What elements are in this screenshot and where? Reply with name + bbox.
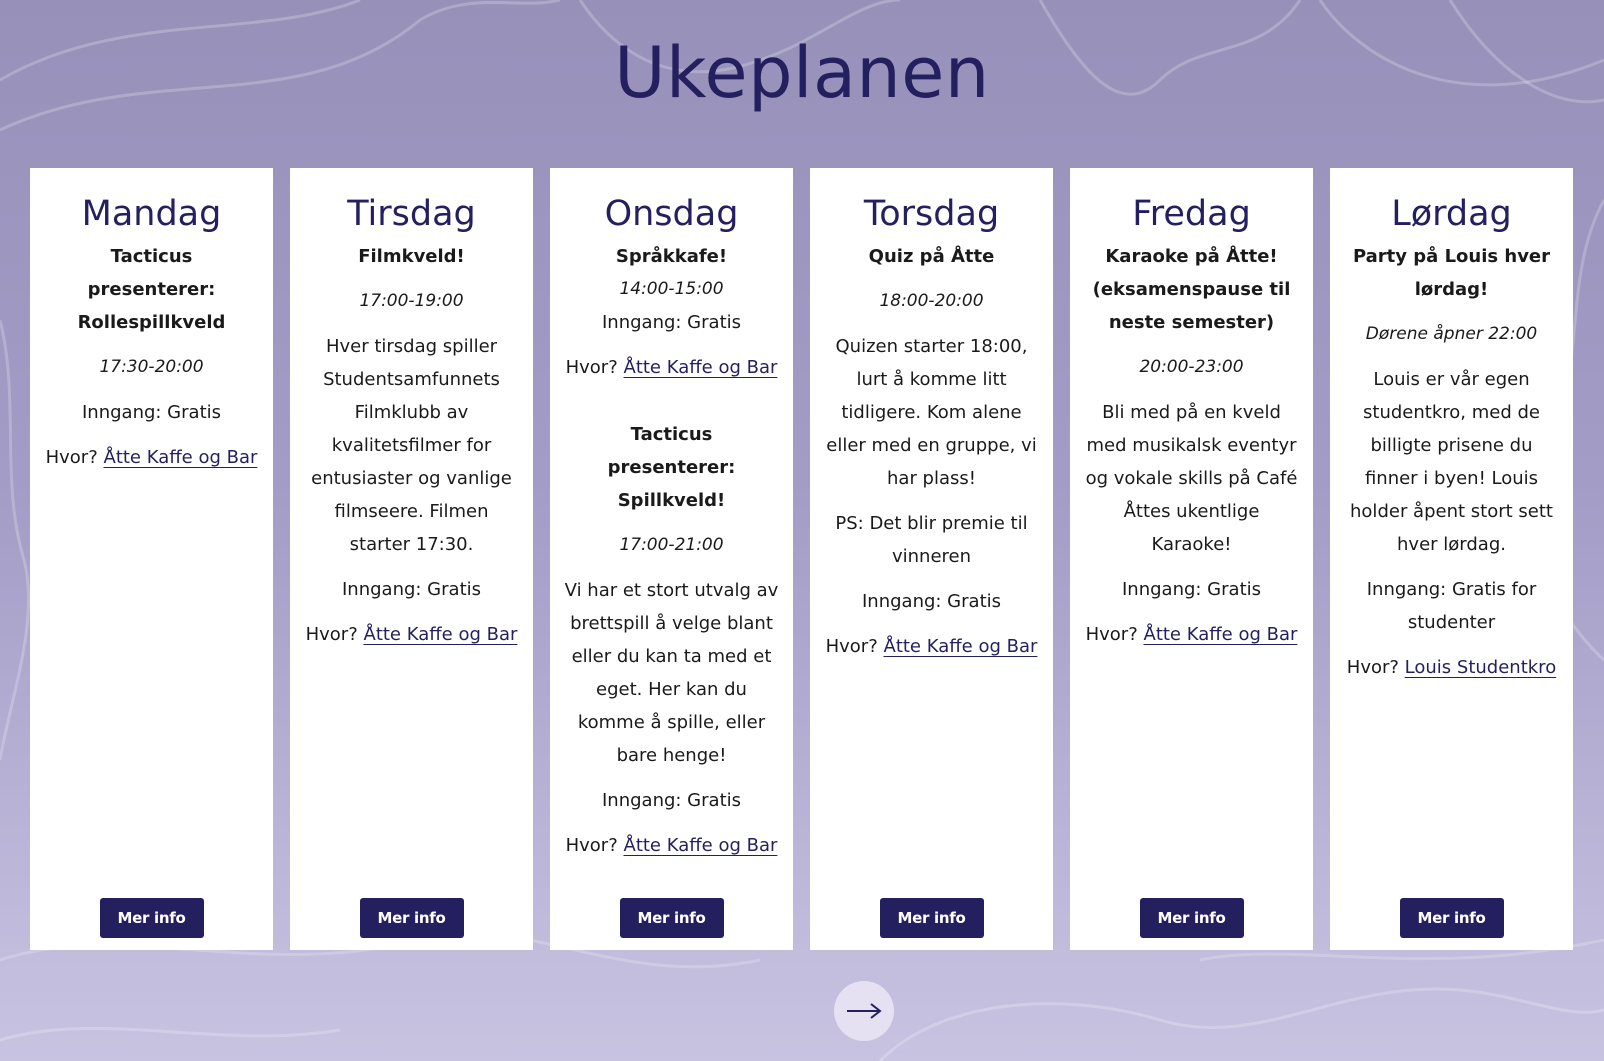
day-heading: Onsdag [604,194,739,234]
day-card-lordag [1330,168,1573,950]
event-time: 18:00-20:00 [879,291,984,311]
event-note: PS: Det blir premie til vinneren [835,513,1028,567]
day-card-tirsdag [290,168,533,950]
event-title: Språkkafe! [615,246,728,267]
event-title: Quiz på Åtte [868,246,995,267]
location-link[interactable]: Åtte Kaffe og Bar [103,447,258,468]
more-info-button[interactable]: Mer info [1400,898,1504,938]
event-description: Louis er vår egen studentkro, med de billigte prisene du finner i byen! Louis holder åpent stort sett hver lørdag. [1350,369,1553,555]
location-link[interactable]: Åtte Kaffe og Bar [1143,624,1298,645]
day-card-mandag [30,168,273,950]
event-location [1084,618,1299,651]
day-heading: Torsdag [863,194,1000,234]
location-link[interactable]: Åtte Kaffe og Bar [623,357,778,378]
more-info-button[interactable]: Mer info [880,898,984,938]
weekly-schedule [30,168,1574,950]
spacer [564,396,779,418]
event-entry: Inngang: Gratis [601,312,742,333]
location-link[interactable]: Åtte Kaffe og Bar [623,835,778,856]
event-description-2: Vi har et stort utvalg av brettspill å velge blant eller du kan ta med et eget. Her kan du komme å spille, eller bare henge! [564,580,779,766]
event-description: Hver tirsdag spiller Studentsamfunnets Filmklubb av kvalitetsfilmer for entusiaster og vanlige filmseere. Filmen starter 17:30. [311,336,512,555]
event-entry: Inngang: Gratis [341,579,482,600]
event-title: Filmkveld! [358,246,465,267]
location-label: Hvor? [565,357,618,378]
more-info-button[interactable]: Mer info [360,898,464,938]
event-location [304,618,519,651]
event-entry: Inngang: Gratis for studenter [1366,579,1537,633]
event-title: Party på Louis hver lørdag! [1352,246,1551,300]
arrow-right-icon [845,1001,883,1021]
event-description: Bli med på en kveld med musikalsk eventyr og vokale skills på Café Åttes ukentlige Karaoke! [1085,402,1298,555]
location-link[interactable]: Åtte Kaffe og Bar [883,636,1038,657]
event-time: 14:00-15:00 [619,279,724,299]
day-heading: Fredag [1132,194,1251,234]
location-label: Hvor? [1085,624,1138,645]
event-time: 17:30-20:00 [99,357,204,377]
location-label: Hvor? [825,636,878,657]
event-location [564,351,779,384]
event-time-2: 17:00-21:00 [619,535,724,555]
more-info-button[interactable]: Mer info [1140,898,1244,938]
more-info-button[interactable]: Mer info [620,898,724,938]
event-location [44,441,259,474]
more-info-button[interactable]: Mer info [100,898,204,938]
event-time: 20:00-23:00 [1139,357,1244,377]
event-time: Dørene åpner 22:00 [1365,324,1538,344]
event-entry: Inngang: Gratis [81,402,222,423]
event-location [1344,651,1559,684]
event-location-2 [564,829,779,862]
location-label: Hvor? [45,447,98,468]
event-entry: Inngang: Gratis [861,591,1002,612]
event-time: 17:00-19:00 [359,291,464,311]
day-heading: Mandag [81,194,222,234]
event-title-2: Tacticus presenterer: Spillkveld! [607,424,736,511]
location-label: Hvor? [305,624,358,645]
day-card-fredag [1070,168,1313,950]
day-card-onsdag [550,168,793,950]
day-heading: Lørdag [1391,194,1512,234]
location-label: Hvor? [565,835,618,856]
location-link[interactable]: Louis Studentkro [1404,657,1557,678]
day-card-torsdag [810,168,1053,950]
page-title: Ukeplanen [614,32,990,114]
location-link[interactable]: Åtte Kaffe og Bar [363,624,518,645]
event-entry: Inngang: Gratis [1121,579,1262,600]
location-label: Hvor? [1346,657,1399,678]
event-location [824,630,1039,663]
event-description: Quizen starter 18:00, lurt å komme litt tidligere. Kom alene eller med en gruppe, vi har plass! [826,336,1037,489]
next-page-button[interactable] [834,981,894,1041]
event-title: Karaoke på Åtte! (eksamenspause til neste semester) [1092,246,1291,333]
event-entry-2: Inngang: Gratis [601,790,742,811]
day-heading: Tirsdag [347,194,476,234]
event-title: Tacticus presenterer: Rollespillkveld [77,246,226,333]
